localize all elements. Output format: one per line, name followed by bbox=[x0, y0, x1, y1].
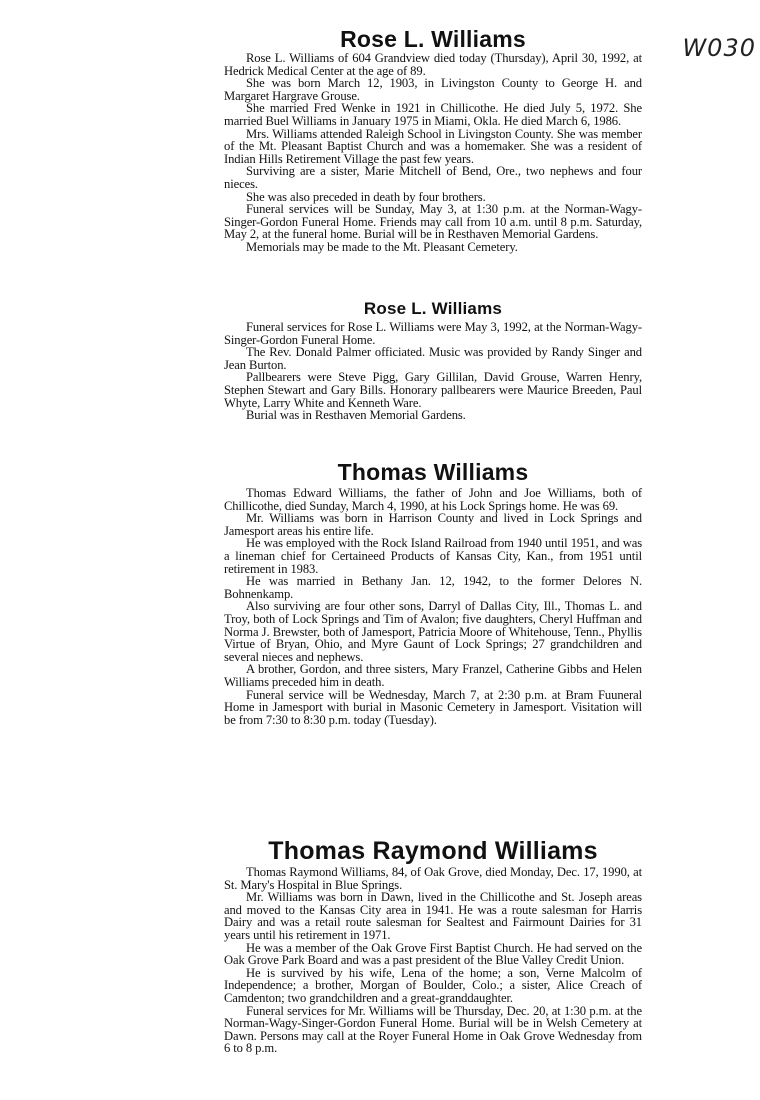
article-paragraph: Thomas Raymond Williams, 84, of Oak Grove, died Monday, Dec. 17, 1990, at St. Mary's Hospital in Blue Springs. bbox=[224, 865, 642, 892]
article-paragraph: He was employed with the Rock Island Railroad from 1940 until 1951, and was a lineman chief for Certaineed Products of Kansas City, Kan., from 1951 until retirement in 1983. bbox=[224, 536, 642, 576]
article-paragraph: Mr. Williams was born in Dawn, lived in the Chillicothe and St. Joseph areas and moved to the Kansas City area in 1941. He was a route salesman for Harris Dairy and was a retail route salesman for Sealtest and Fairmount Dairies for 31 years until his retirement in 1971. bbox=[224, 890, 642, 942]
article-headline: Rose L. Williams bbox=[340, 26, 526, 52]
article-paragraph: Thomas Edward Williams, the father of John and Joe Williams, both of Chillicothe, died Sunday, March 4, 1990, at his Lock Springs home. He was 69. bbox=[224, 486, 642, 513]
article-paragraph: She was also preceded in death by four brothers. bbox=[246, 189, 486, 204]
article-paragraph: Rose L. Williams of 604 Grandview died today (Thursday), April 30, 1992, at Hedrick Medical Center at the age of 89. bbox=[224, 51, 642, 78]
article-paragraph: Funeral service will be Wednesday, March 7, at 2:30 p.m. at Bram Fuuneral Home in Jamesport with burial in Masonic Cemetery in Jamesport. Visitation will be from 7:30 to 8:30 p.m. today (Tuesday). bbox=[224, 687, 642, 727]
article-paragraph: Pallbearers were Steve Pigg, Gary Gillilan, David Grouse, Warren Henry, Stephen Stewart and Gary Bills. Honorary pallbearers were Maurice Breeden, Paul Whyte, Larry White and Kenneth Ware. bbox=[224, 370, 642, 410]
article-headline: Thomas Raymond Williams bbox=[268, 837, 598, 865]
article-paragraph: Also surviving are four other sons, Darryl of Dallas City, Ill., Thomas L. and Troy, both of Lock Springs and Tim of Avalon; five daughters, Cheryl Huffman and Norma J. Brewster, both of Jamesport, Patricia Moore of Whitehouse, Tenn., Phyllis Virtue of Bryan, Ohio, and Myre Gaunt of Lock Springs; 27 grandchildren and several nieces and nephews. bbox=[224, 599, 642, 664]
article-paragraph: Burial was in Resthaven Memorial Gardens. bbox=[246, 408, 466, 423]
obituary-rose-williams bbox=[224, 26, 642, 254]
handwritten-file-note: W030 bbox=[682, 34, 756, 62]
article-paragraph: Funeral services for Rose L. Williams were May 3, 1992, at the Norman-Wagy-Singer-Gordon Funeral Home. bbox=[224, 320, 642, 347]
article-paragraph: A brother, Gordon, and three sisters, Mary Franzel, Catherine Gibbs and Helen Williams preceded him in death. bbox=[224, 662, 642, 689]
article-paragraph: He is survived by his wife, Lena of the home; a son, Verne Malcolm of Independence; a brother, Morgan of Boulder, Colo.; a sister, Alice Creach of Camdenton; two grandchildren and a great-granddaughter. bbox=[224, 965, 642, 1005]
article-paragraph: She married Fred Wenke in 1921 in Chillicothe. He died July 5, 1972. She married Buel Williams in January 1975 in Miami, Okla. He died March 6, 1986. bbox=[224, 101, 642, 128]
article-paragraph: He was a member of the Oak Grove First Baptist Church. He had served on the Oak Grove Park Board and was a past president of the Blue Valley Credit Union. bbox=[224, 940, 642, 968]
article-paragraph: Funeral services for Mr. Williams will be Thursday, Dec. 20, at 1:30 p.m. at the Norman-Wagy-Singer-Gordon Funeral Home. Burial will be in Welsh Cemetery at Dawn. Persons may call at the Royer Funeral Home in Oak Grove Wednesday from 6 to 8 p.m. bbox=[224, 1003, 642, 1056]
article-paragraph: Memorials may be made to the Mt. Pleasant Cemetery. bbox=[246, 239, 518, 254]
article-paragraph: Mr. Williams was born in Harrison County and lived in Lock Springs and Jamesport areas his entire life. bbox=[224, 511, 642, 538]
obituary-thomas-williams bbox=[224, 458, 642, 726]
article-paragraph: The Rev. Donald Palmer officiated. Music was provided by Randy Singer and Jean Burton. bbox=[224, 345, 642, 372]
article-headline: Rose L. Williams bbox=[363, 299, 503, 318]
article-paragraph: Funeral services will be Sunday, May 3, at 1:30 p.m. at the Norman-Wagy-Singer-Gordon Funeral Home. Friends may call from 10 a.m. until 8 p.m. Saturday, May 2, at the funeral home. Burial will be in Resthaven Memorial Gardens. bbox=[224, 202, 642, 242]
article-headline: Thomas Williams bbox=[337, 459, 529, 485]
obituary-thomas-raymond-williams bbox=[224, 836, 642, 1055]
article-paragraph: He was married in Bethany Jan. 12, 1942, to the former Delores N. Bohnenkamp. bbox=[224, 574, 642, 601]
article-paragraph: She was born March 12, 1903, in Livingston County to George H. and Margaret Hargrave Grouse. bbox=[224, 76, 642, 103]
funeral-notice-rose-williams bbox=[224, 299, 642, 422]
article-paragraph: Surviving are a sister, Marie Mitchell of Bend, Ore., two nephews and four nieces. bbox=[224, 164, 642, 191]
article-paragraph: Mrs. Williams attended Raleigh School in Livingston County. She was member of the Mt. Pleasant Baptist Church and was a homemaker. She was a resident of Indian Hills Retirement Village the past few years. bbox=[224, 126, 642, 166]
